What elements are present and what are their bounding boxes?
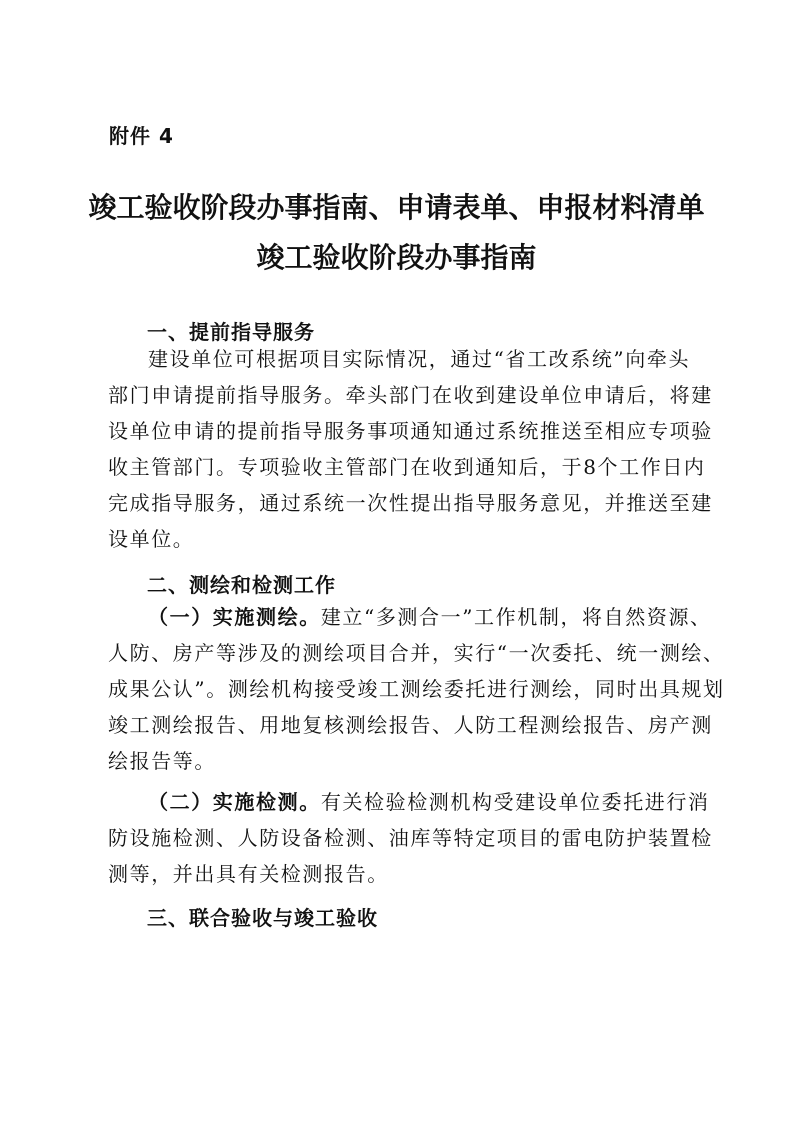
paragraph-line: 收主管部门。专项验收主管部门在收到通知后，于8个工作日内 (108, 455, 706, 479)
paragraph-line (108, 784, 710, 820)
section-1-heading: 一、提前指导服务 (147, 320, 315, 344)
paragraph-text: 建立“多测合一”工作机制，将自然资源、 (320, 605, 712, 629)
paragraph-line: 竣工测绘报告、用地复核测绘报告、人防工程测绘报告、房产测 (108, 713, 713, 737)
paragraph-line: 设单位申请的提前指导服务事项通知通过系统推送至相应专项验 (108, 419, 713, 443)
paragraph-line (108, 599, 712, 635)
section-3-heading: 三、联合验收与竣工验收 (147, 906, 378, 930)
section-2-heading: 二、测绘和检测工作 (147, 573, 336, 597)
paragraph-line: 部门申请提前指导服务。牵头部门在收到建设单位申请后，将建 (108, 383, 713, 407)
paragraph-line: 绘报告等。 (108, 749, 216, 773)
document-title: 竣工验收阶段办事指南、申请表单、申报材料清单 (88, 191, 705, 224)
section-1-paragraph (108, 341, 713, 557)
section-2-item-1-paragraph (108, 599, 725, 779)
paragraph-line: 成果公认”。测绘机构接受竣工测绘委托进行测绘，同时出具规划 (108, 677, 725, 701)
paragraph-line: 完成指导服务，通过系统一次性提出指导服务意见，并推送至建 (108, 491, 713, 515)
document-subtitle: 竣工验收阶段办事指南 (256, 241, 537, 274)
paragraph-line: 建设单位可根据项目实际情况，通过“省工改系统”向牵头 (148, 347, 691, 371)
paragraph-text: 有关检验检测机构受建设单位委托进行消 (320, 790, 710, 814)
item-lead: （二）实施检测。 (148, 790, 321, 814)
section-2-item-2-paragraph (108, 784, 713, 892)
item-lead: （一）实施测绘。 (148, 605, 321, 629)
paragraph-line: 人防、房产等涉及的测绘项目合并，实行“一次委托、统一测绘、 (108, 641, 725, 665)
paragraph-line: 测等，并出具有关检测报告。 (108, 862, 389, 886)
paragraph-line: 防设施检测、人防设备检测、油库等特定项目的雷电防护装置检 (108, 826, 713, 850)
paragraph-line: 设单位。 (108, 527, 195, 551)
attachment-label: 附件 4 (109, 124, 174, 148)
